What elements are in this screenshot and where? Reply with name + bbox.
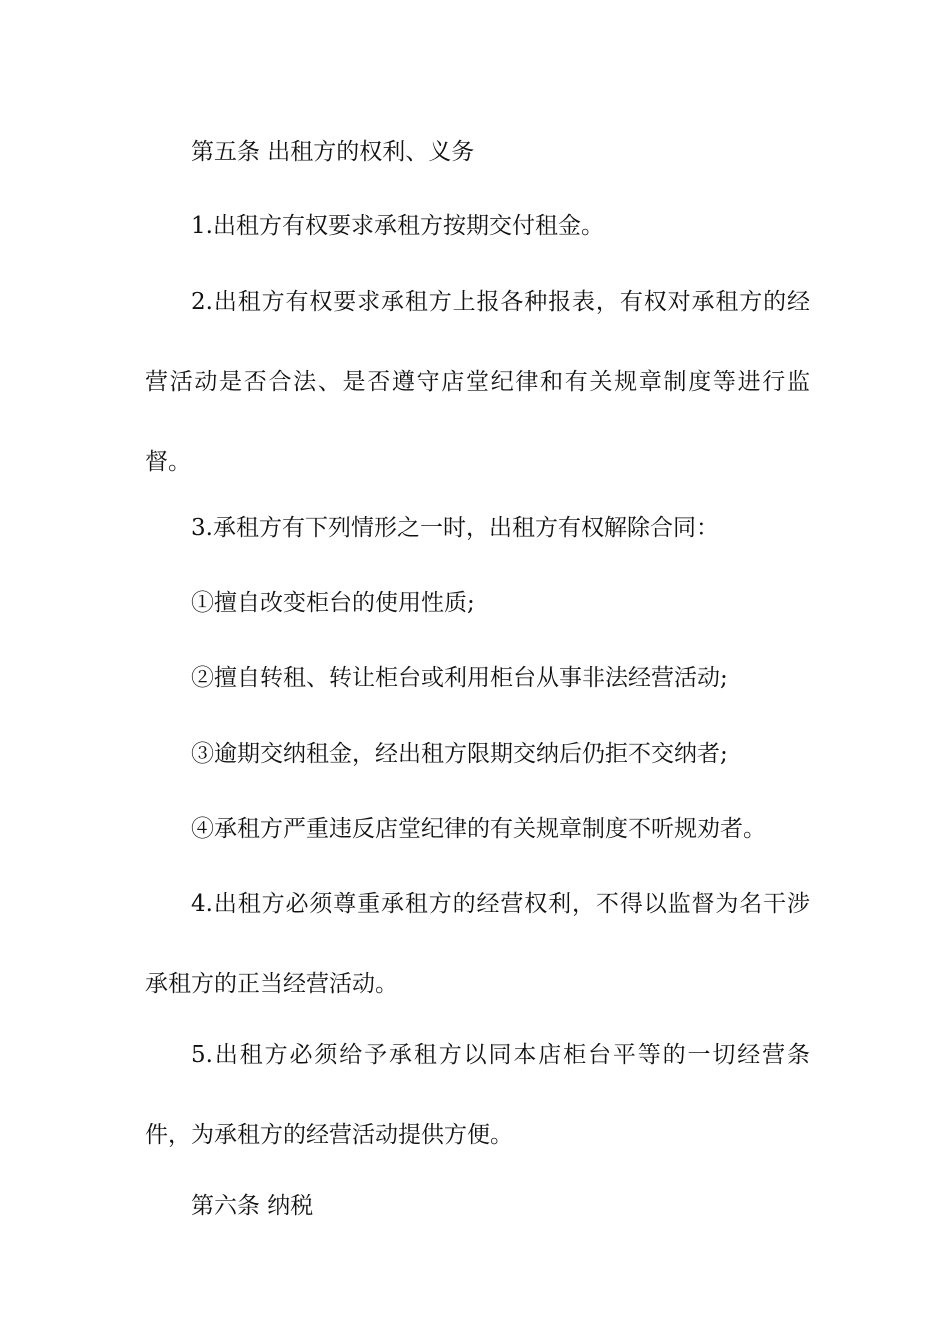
clause-5-3-item-4: ④承租方严重违反店堂纪律的有关规章制度不听规劝者。 (191, 816, 766, 842)
clause-5-2: 2.出租方有权要求承租方上报各种报表，有权对承租方的经营活动是否合法、是否遵守店堂纪律和有关规章制度等进行监督。 (145, 289, 810, 475)
clause-5-5: 5.出租方必须给予承租方以同本店柜台平等的一切经营条件，为承租方的经营活动提供方便。 (145, 1042, 810, 1148)
clause-5-3-item-2: ②擅自转租、转让柜台或利用柜台从事非法经营活动; (191, 665, 728, 691)
article-5-heading: 第五条 出租方的权利、义务 (191, 139, 475, 165)
clause-5-1: 1.出租方有权要求承租方按期交付租金。 (191, 213, 604, 239)
article-6-heading: 第六条 纳税 (191, 1193, 314, 1219)
clause-5-3: 3.承租方有下列情形之一时，出租方有权解除合同： (191, 515, 719, 541)
clause-5-3-item-1: ①擅自改变柜台的使用性质; (191, 590, 475, 616)
clause-5-4: 4.出租方必须尊重承租方的经营权利，不得以监督为名干涉承租方的正当经营活动。 (145, 891, 810, 997)
clause-5-3-item-3: ③逾期交纳租金，经出租方限期交纳后仍拒不交纳者; (191, 741, 728, 767)
